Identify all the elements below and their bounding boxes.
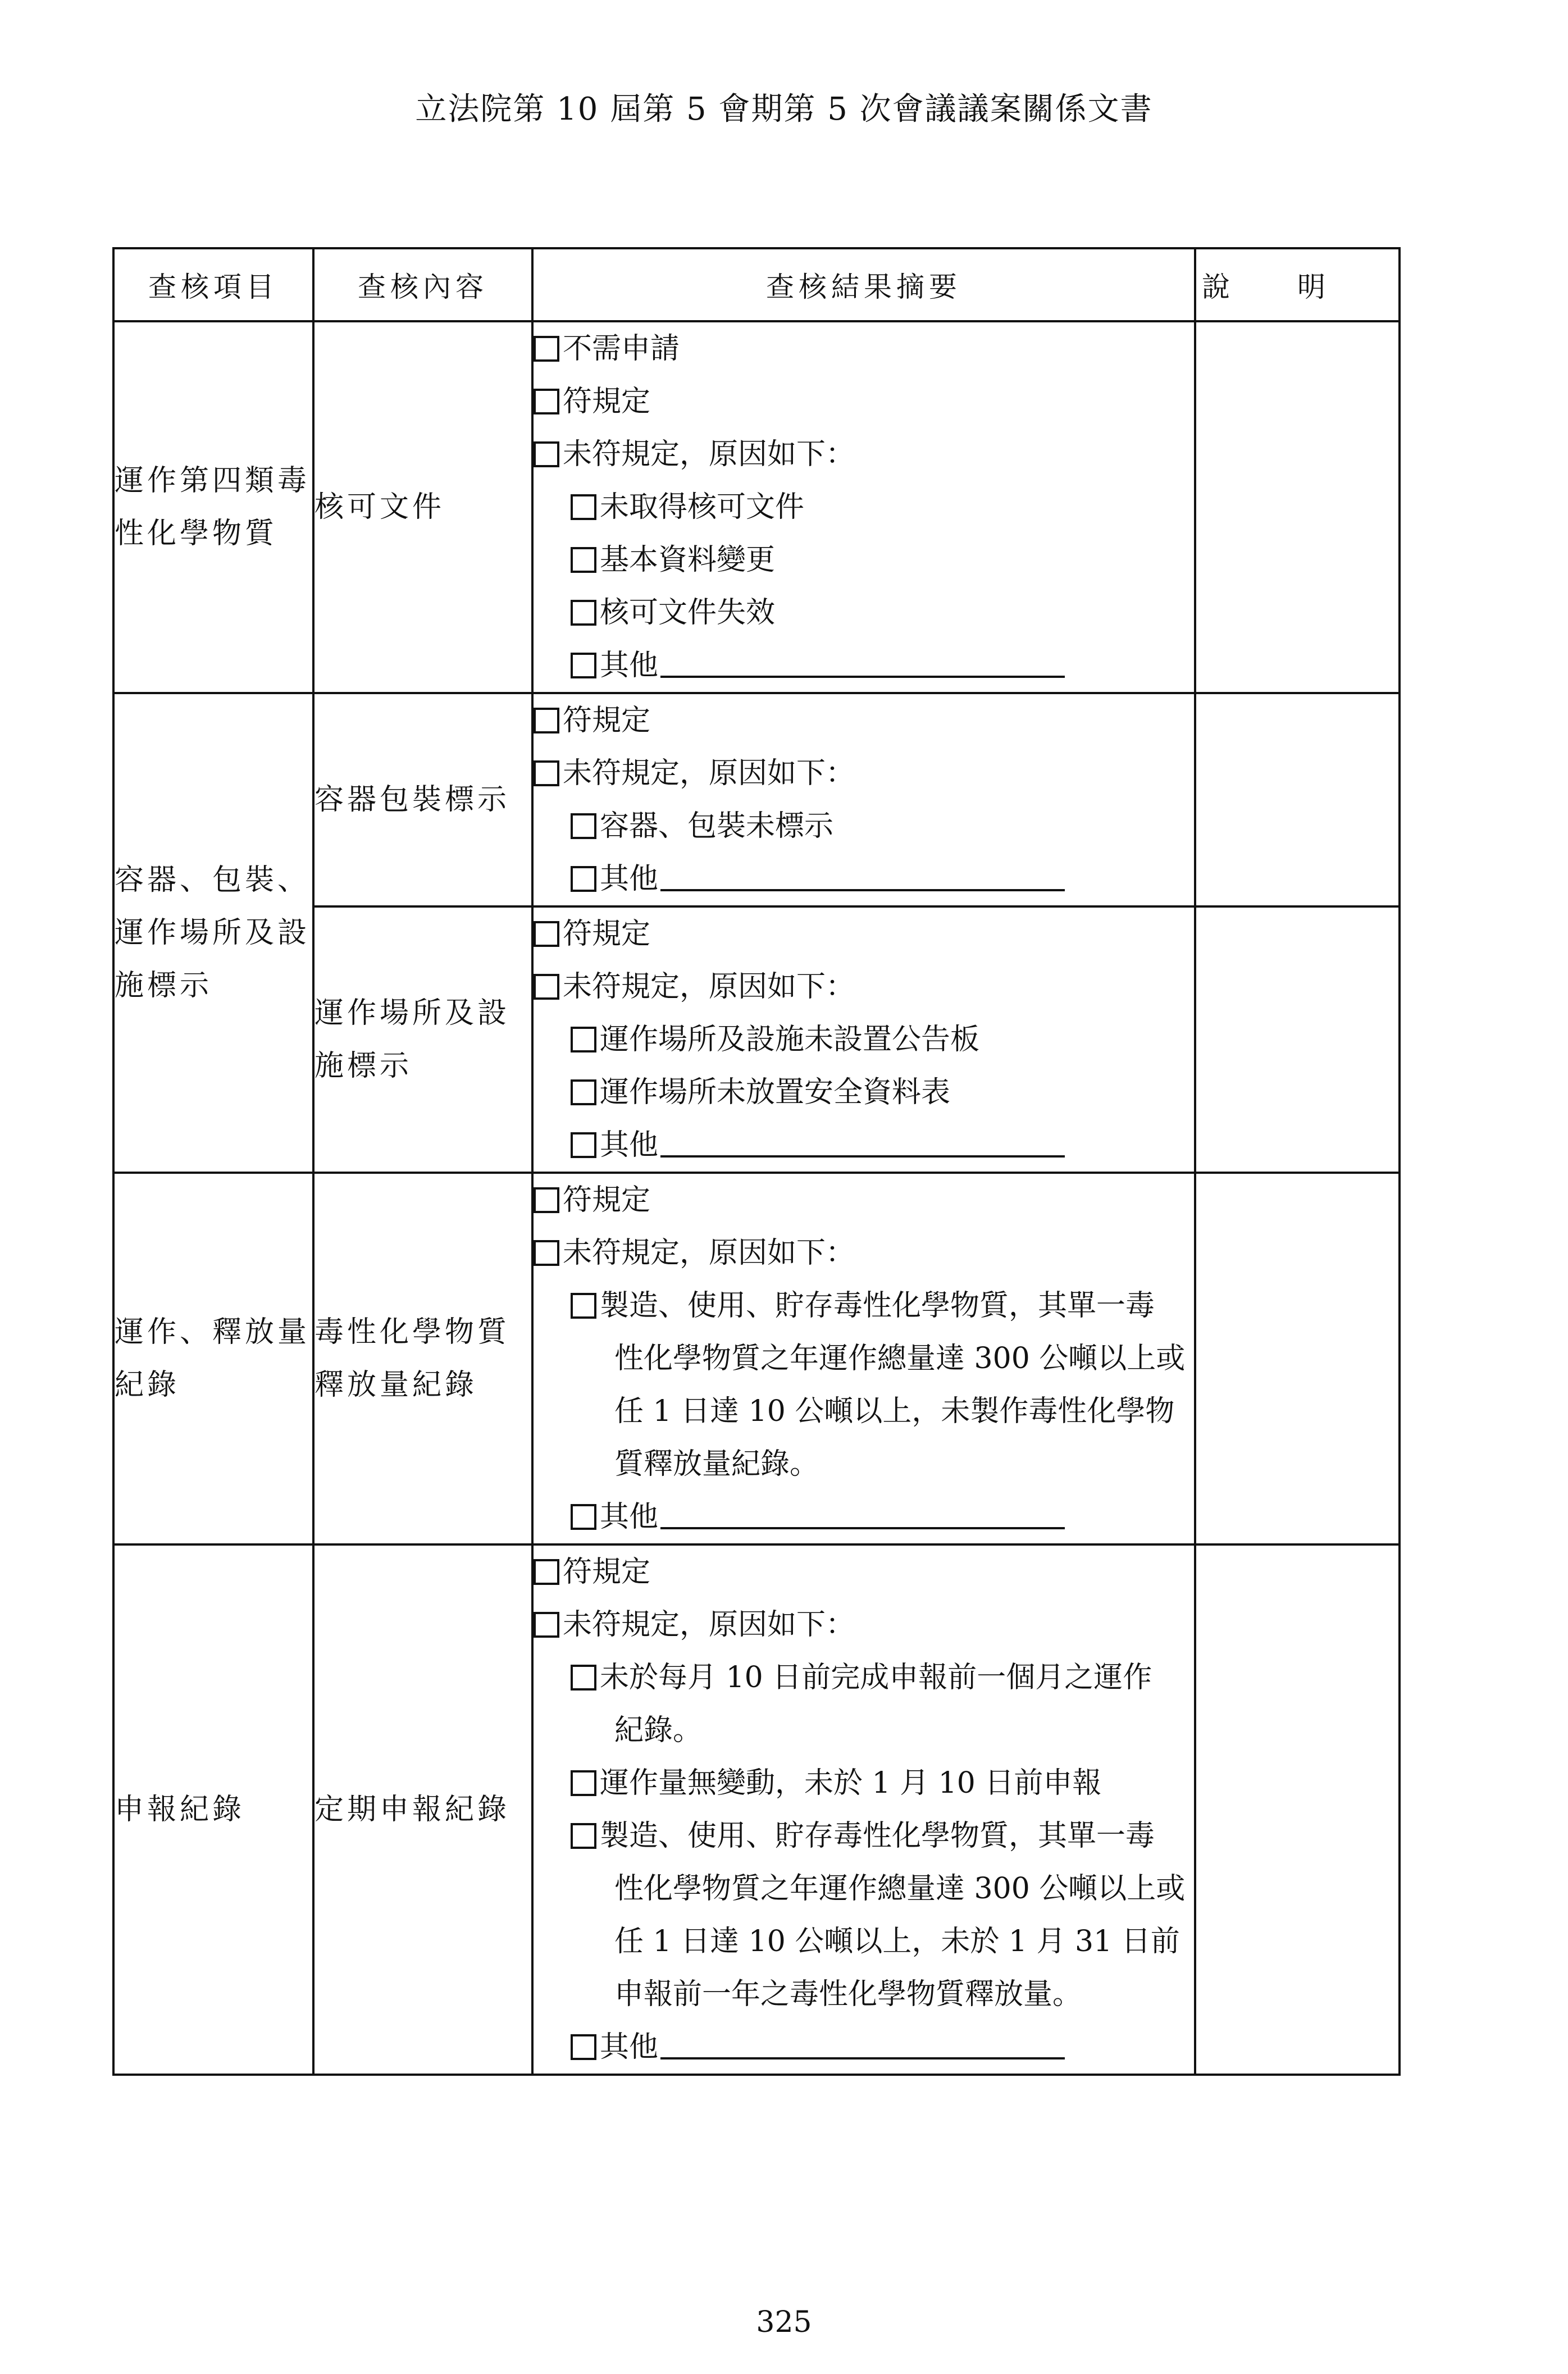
other-blank-field[interactable] bbox=[660, 867, 1065, 891]
table-row bbox=[113, 1544, 1400, 2075]
option-other[interactable]: 其他 bbox=[534, 639, 1194, 692]
other-blank-field[interactable] bbox=[660, 653, 1065, 678]
header-result: 查核結果摘要 bbox=[532, 248, 1195, 321]
header-note: 說明 bbox=[1195, 248, 1400, 321]
option-noncompliant[interactable]: 未符規定，原因如下： bbox=[534, 1227, 1194, 1279]
checkbox[interactable] bbox=[571, 1823, 596, 1849]
sub-option[interactable]: 未取得核可文件 bbox=[534, 481, 1194, 534]
option-other[interactable]: 其他 bbox=[534, 2021, 1194, 2074]
checkbox[interactable] bbox=[534, 441, 559, 467]
sub-option[interactable]: 基本資料變更 bbox=[534, 534, 1194, 586]
sub-option[interactable]: 運作場所及設施未設置公告板 bbox=[534, 1013, 1194, 1066]
row-content: 定期申報紀錄 bbox=[313, 1544, 532, 2075]
checkbox[interactable] bbox=[534, 974, 559, 1000]
checkbox[interactable] bbox=[571, 1293, 596, 1319]
row-result bbox=[532, 693, 1195, 906]
row-item: 容器、包裝、運作場所及設施標示 bbox=[113, 693, 313, 1173]
row-item: 申報紀錄 bbox=[113, 1544, 313, 2075]
option-noncompliant[interactable]: 未符規定，原因如下： bbox=[534, 960, 1194, 1013]
row-content: 運作場所及設施標示 bbox=[313, 906, 532, 1173]
checkbox[interactable] bbox=[571, 1504, 596, 1530]
checkbox[interactable] bbox=[534, 1240, 559, 1266]
row-result bbox=[532, 1173, 1195, 1544]
document-header: 立法院第 10 屆第 5 會期第 5 次會議議案關係文書 bbox=[415, 91, 1153, 127]
table-row bbox=[113, 1173, 1400, 1544]
table-row bbox=[113, 693, 1400, 906]
option-not-required[interactable]: 不需申請 bbox=[534, 322, 1194, 375]
checkbox[interactable] bbox=[571, 600, 596, 626]
row-note[interactable] bbox=[1195, 693, 1400, 906]
row-content: 核可文件 bbox=[313, 321, 532, 693]
option-other[interactable]: 其他 bbox=[534, 853, 1194, 905]
checkbox[interactable] bbox=[534, 760, 559, 786]
checkbox[interactable] bbox=[534, 1559, 559, 1585]
option-compliant[interactable]: 符規定 bbox=[534, 908, 1194, 960]
row-note[interactable] bbox=[1195, 321, 1400, 693]
checkbox[interactable] bbox=[571, 494, 596, 520]
other-blank-field[interactable] bbox=[660, 2035, 1065, 2059]
inspection-table bbox=[112, 247, 1401, 2076]
option-noncompliant[interactable]: 未符規定，原因如下： bbox=[534, 1598, 1194, 1651]
checkbox[interactable] bbox=[571, 813, 596, 839]
row-content: 容器包裝標示 bbox=[313, 693, 532, 906]
row-note[interactable] bbox=[1195, 1173, 1400, 1544]
checkbox[interactable] bbox=[534, 336, 559, 362]
header-content: 查核內容 bbox=[313, 248, 532, 321]
option-compliant[interactable]: 符規定 bbox=[534, 375, 1194, 428]
row-item: 運作、釋放量紀錄 bbox=[113, 1173, 313, 1544]
sub-option[interactable]: 核可文件失效 bbox=[534, 586, 1194, 639]
sub-option[interactable]: 運作量無變動，未於 1 月 10 日前申報 bbox=[534, 1757, 1194, 1810]
option-noncompliant[interactable]: 未符規定，原因如下： bbox=[534, 428, 1194, 481]
row-result bbox=[532, 321, 1195, 693]
option-other[interactable]: 其他 bbox=[534, 1491, 1194, 1543]
row-note[interactable] bbox=[1195, 906, 1400, 1173]
option-noncompliant[interactable]: 未符規定，原因如下： bbox=[534, 747, 1194, 800]
row-note[interactable] bbox=[1195, 1544, 1400, 2075]
checkbox[interactable] bbox=[571, 547, 596, 573]
sub-option[interactable]: 運作場所未放置安全資料表 bbox=[534, 1066, 1194, 1119]
table-header-row bbox=[113, 248, 1400, 321]
checkbox[interactable] bbox=[534, 1612, 559, 1638]
checkbox[interactable] bbox=[534, 921, 559, 947]
sub-option-continuation: 性化學物質之年運作總量達 300 公噸以上或任 1 日達 10 公噸以上，未製作毒性化學物質釋放量紀錄。 bbox=[614, 1342, 1186, 1481]
page-number: 325 bbox=[756, 2305, 812, 2339]
checkbox[interactable] bbox=[571, 866, 596, 892]
sub-option-continuation: 紀錄。 bbox=[614, 1714, 703, 1747]
option-compliant[interactable]: 符規定 bbox=[534, 1546, 1194, 1598]
row-item: 運作第四類毒性化學物質 bbox=[113, 321, 313, 693]
sub-option[interactable]: 容器、包裝未標示 bbox=[534, 800, 1194, 853]
checkbox[interactable] bbox=[571, 1665, 596, 1690]
row-result bbox=[532, 1544, 1195, 2075]
checkbox[interactable] bbox=[571, 653, 596, 678]
checkbox[interactable] bbox=[534, 1187, 559, 1213]
sub-option[interactable]: 製造、使用、貯存毒性化學物質，其單一毒 bbox=[534, 1279, 1194, 1332]
header-item: 查核項目 bbox=[113, 248, 313, 321]
checkbox[interactable] bbox=[571, 1079, 596, 1105]
checkbox[interactable] bbox=[534, 708, 559, 733]
row-result bbox=[532, 906, 1195, 1173]
sub-option[interactable]: 未於每月 10 日前完成申報前一個月之運作 bbox=[534, 1651, 1194, 1704]
checkbox[interactable] bbox=[534, 389, 559, 414]
checkbox[interactable] bbox=[571, 2034, 596, 2060]
row-content: 毒性化學物質釋放量紀錄 bbox=[313, 1173, 532, 1544]
checkbox[interactable] bbox=[571, 1132, 596, 1158]
option-compliant[interactable]: 符規定 bbox=[534, 1174, 1194, 1227]
sub-option-continuation: 性化學物質之年運作總量達 300 公噸以上或任 1 日達 10 公噸以上，未於 1 月 31 日前申報前一年之毒性化學物質釋放量。 bbox=[614, 1872, 1186, 2011]
option-other[interactable]: 其他 bbox=[534, 1119, 1194, 1172]
checkbox[interactable] bbox=[571, 1027, 596, 1052]
other-blank-field[interactable] bbox=[660, 1505, 1065, 1529]
option-compliant[interactable]: 符規定 bbox=[534, 694, 1194, 747]
sub-option[interactable]: 製造、使用、貯存毒性化學物質，其單一毒 bbox=[534, 1810, 1194, 1862]
checkbox[interactable] bbox=[571, 1770, 596, 1796]
table-row bbox=[113, 321, 1400, 693]
other-blank-field[interactable] bbox=[660, 1133, 1065, 1158]
